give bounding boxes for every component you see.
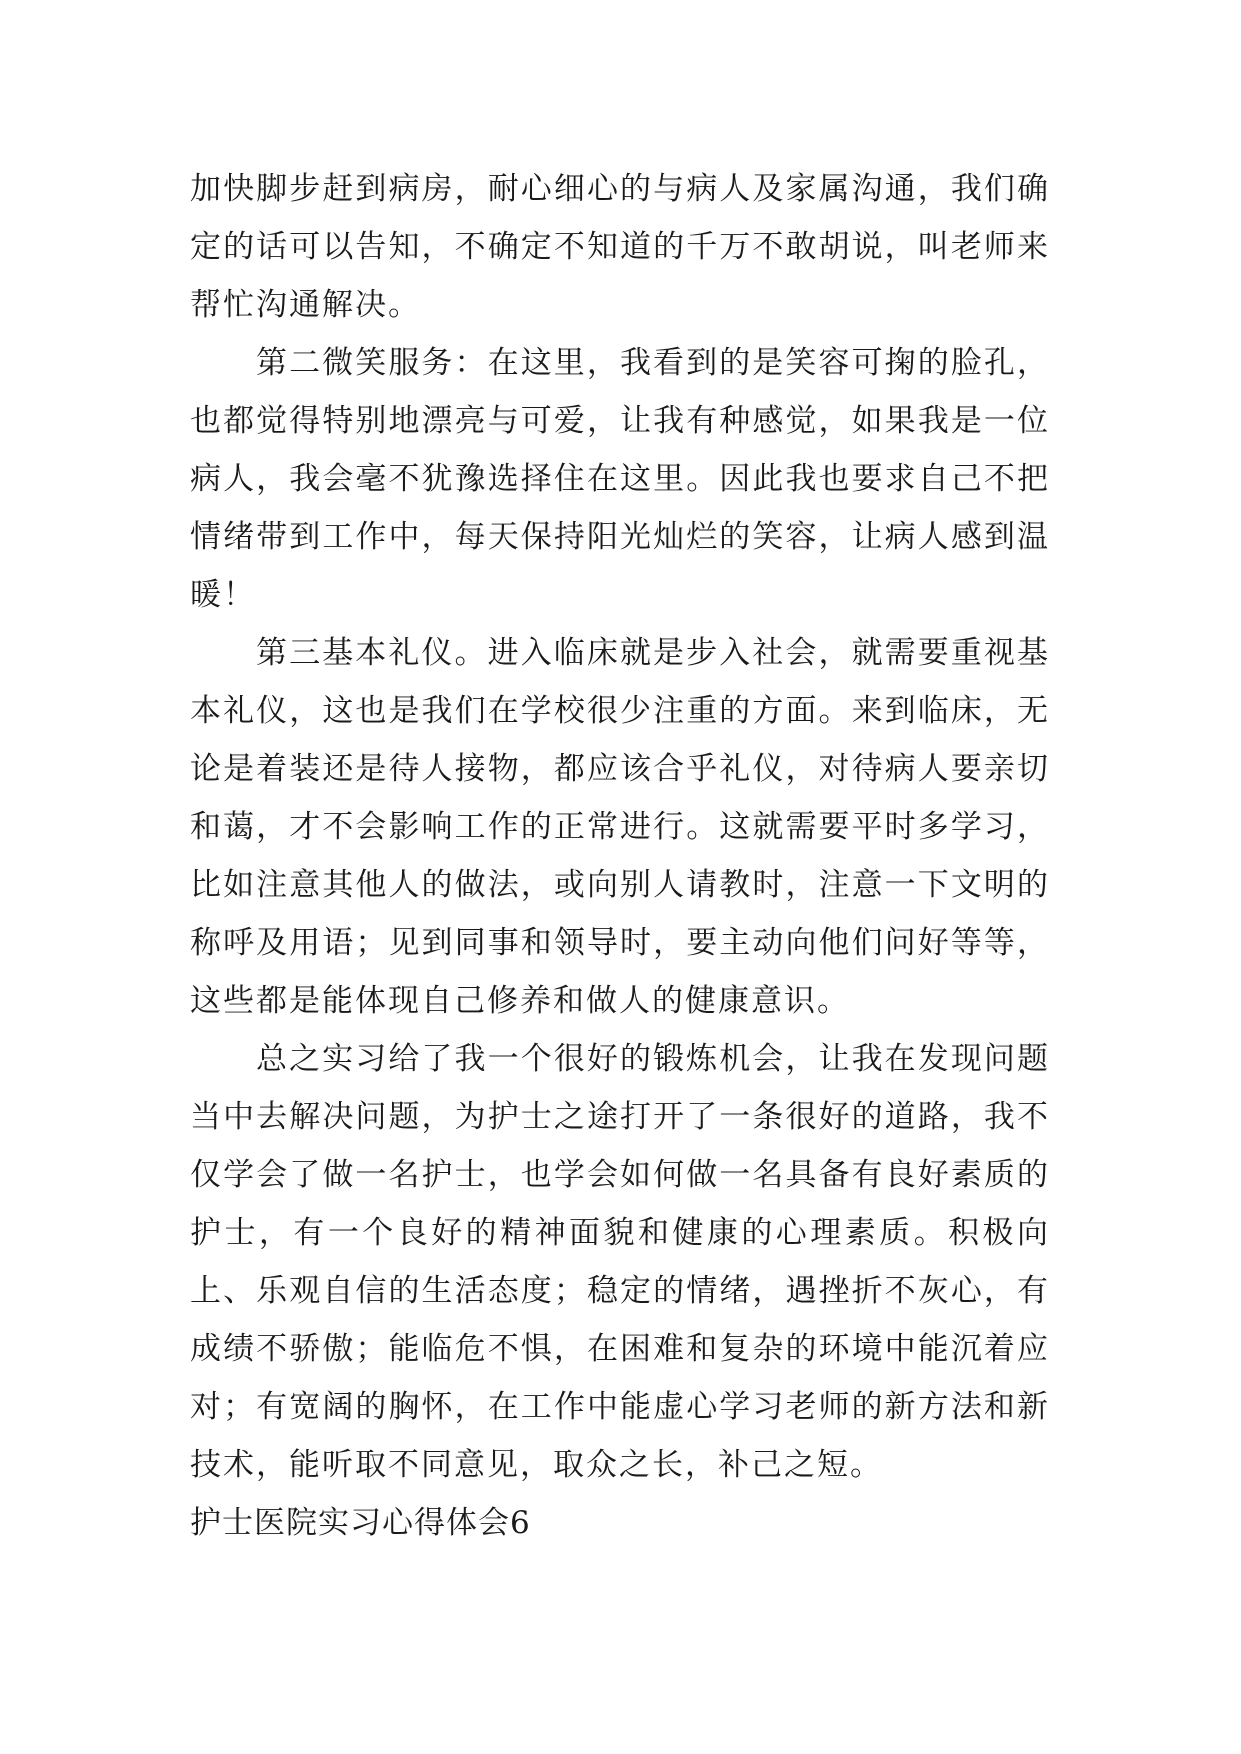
- paragraph-continuation: 加快脚步赶到病房，耐心细心的与病人及家属沟通，我们确定的话可以告知，不确定不知道的千万不敢胡说，叫老师来帮忙沟通解决。: [190, 171, 1050, 323]
- paragraph-summary: 总之实习给了我一个很好的锻炼机会，让我在发现问题当中去解决问题，为护士之途打开了一条很好的道路，我不仅学会了做一名护士，也学会如何做一名具备有良好素质的护士，有一个良好的精神面貌和健康的心理素质。积极向上、乐观自信的生活态度；稳定的情绪，遇挫折不灰心，有成绩不骄傲；能临危不惧，在困难和复杂的环境中能沉着应对；有宽阔的胸怀，在工作中能虚心学习老师的新方法和新技术，能听取不同意见，取众之长，补己之短。: [190, 1041, 1050, 1483]
- paragraph-basic-etiquette: 第三基本礼仪。进入临床就是步入社会，就需要重视基本礼仪，这也是我们在学校很少注重的方面。来到临床，无论是着装还是待人接物，都应该合乎礼仪，对待病人要亲切和蔼，才不会影响工作的正常进行。这就需要平时多学习，比如注意其他人的做法，或向别人请教时，注意一下文明的称呼及用语；见到同事和领导时，要主动向他们问好等等，这些都是能体现自己修养和做人的健康意识。: [190, 635, 1050, 1019]
- document-body: [190, 160, 1050, 1552]
- paragraph-smile-service: 第二微笑服务：在这里，我看到的是笑容可掬的脸孔，也都觉得特别地漂亮与可爱，让我有种感觉，如果我是一位病人，我会毫不犹豫选择住在这里。因此我也要求自己不把情绪带到工作中，每天保持阳光灿烂的笑容，让病人感到温暖！: [190, 345, 1050, 613]
- section-heading: 护士医院实习心得体会6: [190, 1505, 531, 1541]
